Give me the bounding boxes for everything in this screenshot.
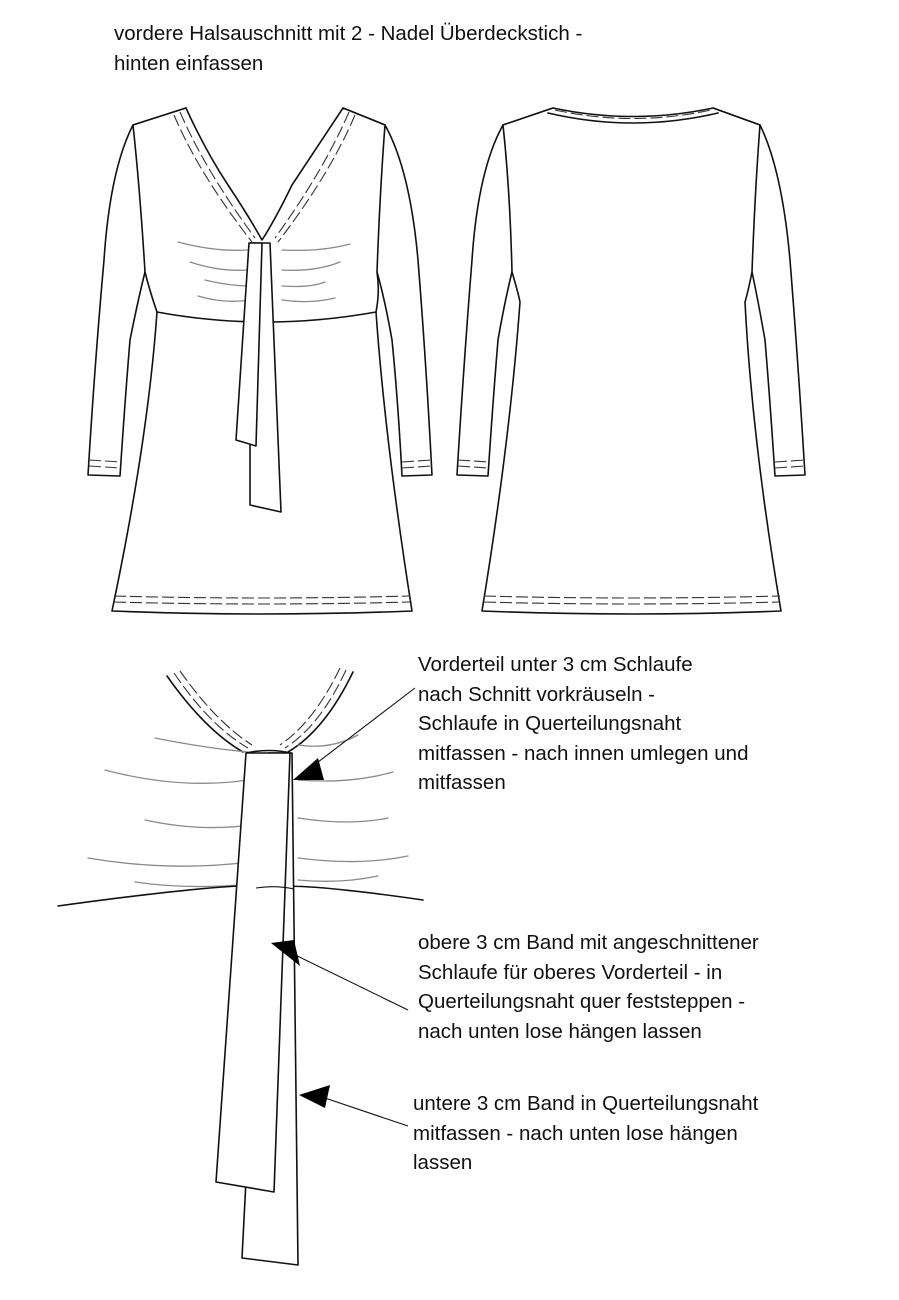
- annotation-line: Querteilungsnaht quer feststeppen -: [418, 990, 746, 1013]
- annotation-line: Schlaufe für oberes Vorderteil - in: [418, 960, 723, 984]
- annotation-line: lassen: [413, 1151, 473, 1174]
- title-note: [114, 19, 582, 78]
- arrow-3: [299, 1085, 330, 1108]
- annotation-line: Vorderteil unter 3 cm Schlaufe: [418, 653, 693, 676]
- annotation-gather-loop: [418, 650, 748, 798]
- leader-2: [285, 950, 408, 1010]
- annotation-line: mitfassen - nach innen umlegen und: [418, 741, 749, 765]
- annotation-line: nach unten lose hängen lassen: [418, 1019, 702, 1043]
- title-line: hinten einfassen: [114, 51, 264, 75]
- annotation-line: mitfassen - nach unten lose hängen: [413, 1121, 738, 1145]
- back-view: [457, 108, 805, 614]
- annotation-line: Schlaufe in Querteilungsnaht: [418, 712, 682, 735]
- annotation-line: mitfassen: [418, 771, 506, 794]
- annotation-lower-band: [413, 1089, 758, 1178]
- annotation-line: untere 3 cm Band in Querteilungsnaht: [413, 1092, 759, 1115]
- annotation-line: nach Schnitt vorkräuseln -: [418, 682, 656, 706]
- leader-3: [316, 1095, 408, 1126]
- annotation-line: obere 3 cm Band mit angeschnittener: [418, 931, 759, 954]
- front-view: [88, 108, 432, 614]
- detail-view: [58, 668, 423, 1265]
- annotation-upper-band: [418, 928, 759, 1046]
- back-body: [482, 108, 781, 614]
- title-line: vordere Halsauschnitt mit 2 - Nadel Überdeckstich -: [114, 22, 583, 45]
